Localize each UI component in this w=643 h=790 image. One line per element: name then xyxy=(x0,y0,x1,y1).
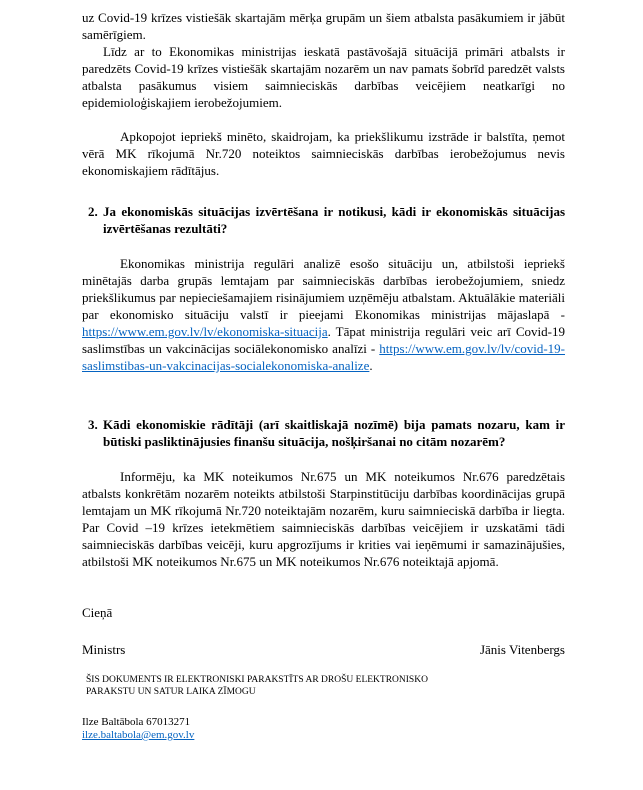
esignature-note xyxy=(82,674,565,698)
signature-row xyxy=(82,641,565,658)
link-ekonomiska-situacija[interactable]: https://www.em.gov.lv/lv/ekonomiska-situacija xyxy=(82,324,328,339)
question-2-text: Ja ekonomiskās situācijas izvērtēšana ir notikusi, kādi ir ekonomiskās situācijas izvērtēšanas rezultāti? xyxy=(103,204,565,236)
paragraph-ekonomikas-ministrija xyxy=(82,255,565,374)
contact-name-phone: Ilze Baltābola 67013271 xyxy=(82,716,191,728)
minister-name: Jānis Vitenbergs xyxy=(479,642,565,657)
contact-block xyxy=(82,716,565,742)
question-3-number: 3. xyxy=(88,417,98,432)
question-3-text: Kādi ekonomiskie rādītāji (arī skaitliskajā nozīmē) bija pamats nozaru, kam ir būtiski pasliktinājusies finanšu situācija, nošķiršanai no citām nozarēm? xyxy=(103,417,565,449)
paragraph-continuation: uz Covid-19 krīzes vistiešāk skartajām mērķa grupām un šiem atbalsta pasākumiem ir jābūt samērīgiem. xyxy=(82,10,565,42)
closing-salutation: Cieņā xyxy=(82,605,113,620)
paragraph-text-segment: . Tāpat ministrija regulāri veic arī Covid-19 saslimstības un vakcinācijas sociālekonomisko analīzi - xyxy=(82,324,565,356)
question-3 xyxy=(82,416,565,450)
paragraph-informeju: Informēju, ka MK noteikumos Nr.675 un MK noteikumos Nr.676 paredzētais atbalsts konkrētām nozarēm noteikts atbilstoši Starpinstitūciju darbības koordinācijas grupā lemtajam un MK rīkojumā Nr.720 noteiktajām nozarēm, kuru saimnieciskā darbība ir liegta. Par Covid –19 krīzes ietekmētiem saimnieciskās darbības veicējiem ir uzskatāmi tādi saimnieciskās darbības veicēji, kuru apgrozījums ir krities vai ieņēmumi ir samazinājušies, atbilstoši MK noteikumos Nr.675 un MK noteikumos Nr.676 noteiktajā apjomā. xyxy=(82,469,565,569)
minister-title: Ministrs xyxy=(82,642,126,657)
esignature-note-line2: PARAKSTU UN SATUR LAIKA ZĪMOGU xyxy=(86,687,256,697)
paragraph-lidz-ar-to: Līdz ar to Ekonomikas ministrijas ieskatā pastāvošajā situācijā primāri atbalsts ir paredzēts Covid-19 krīzes vistiešāk skartajām nozarēm un nav pamats šobrīd paredzēt valsts atbalsta pasākumus visiem saimnieciskās darbības veicējiem neatkarīgi no epidemioloģiskajiem ierobežojumiem. xyxy=(82,44,565,110)
paragraph-text-segment: Ekonomikas ministrija regulāri analizē esošo situāciju un, atbilstoši iepriekš minētajās darba grupās lemtajam par saimnieciskās darbības ierobežojumiem, sniedz priekšlikumus par nepieciešamajiem risinājumiem uzņēmēju atbalstam. Aktuālākie materiāli par ekonomisko situāciju valstī ir pieejami Ekonomikas ministrijas mājaslapā - xyxy=(82,256,565,322)
link-covid-19-saslimstibas-analize[interactable]: https://www.em.gov.lv/lv/covid-19-saslimstibas-un-vakcinacijas-socialekonomiska-analize xyxy=(82,341,565,373)
question-2-number: 2. xyxy=(88,204,98,219)
contact-email-link[interactable]: ilze.baltabola@em.gov.lv xyxy=(82,729,195,741)
paragraph-apkopojot: Apkopojot iepriekš minēto, skaidrojam, ka priekšlikumu izstrāde ir balstīta, ņemot vērā MK rīkojumā Nr.720 noteiktos saimnieciskās darbības ierobežojumus nevis ekonomiskajiem rādītājus. xyxy=(82,129,565,178)
paragraph-text-segment: . xyxy=(369,358,373,373)
esignature-note-line1: ŠIS DOKUMENTS IR ELEKTRONISKI PARAKSTĪTS AR DROŠU ELEKTRONISKO xyxy=(86,675,428,685)
question-2 xyxy=(82,203,565,237)
